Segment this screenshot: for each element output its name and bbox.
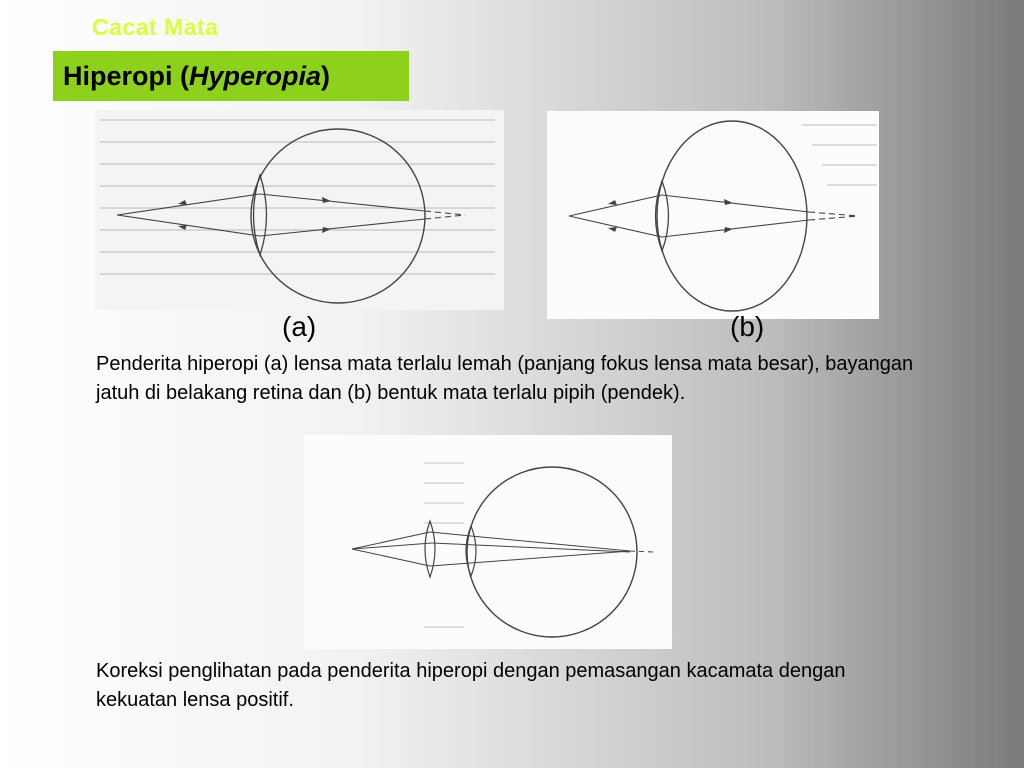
eyeball-outline (657, 121, 807, 311)
title-close: ) (321, 60, 331, 91)
title-main: Hiperopi ( (63, 60, 189, 91)
figure-a-label: (a) (282, 311, 317, 342)
figure-correction (304, 435, 672, 649)
section-subtitle: Cacat Mata (92, 14, 219, 40)
caption-paragraph: Penderita hiperopi (a) lensa mata terlalu lemah (panjang fokus lensa mata besar), bayangan jatuh di belakang retina dan (b) bentuk mata terlalu pipih (pendek). (96, 353, 914, 404)
title-italic: Hyperopia (189, 60, 322, 91)
slide-title (53, 51, 409, 101)
figure-correction-diagram (304, 435, 672, 649)
figure-b-label: (b) (730, 311, 765, 342)
correction-paragraph: Koreksi penglihatan pada penderita hiperopi dengan pemasangan kacamata dengan kekuatan lensa positif. (96, 660, 846, 711)
figure-b-short-eye (547, 111, 879, 319)
figure-a-diagram (95, 110, 504, 310)
eyeball-outline (251, 129, 425, 303)
figure-b-diagram (547, 111, 879, 319)
corrective-lens (425, 521, 435, 577)
figure-a-weak-lens (95, 110, 504, 310)
